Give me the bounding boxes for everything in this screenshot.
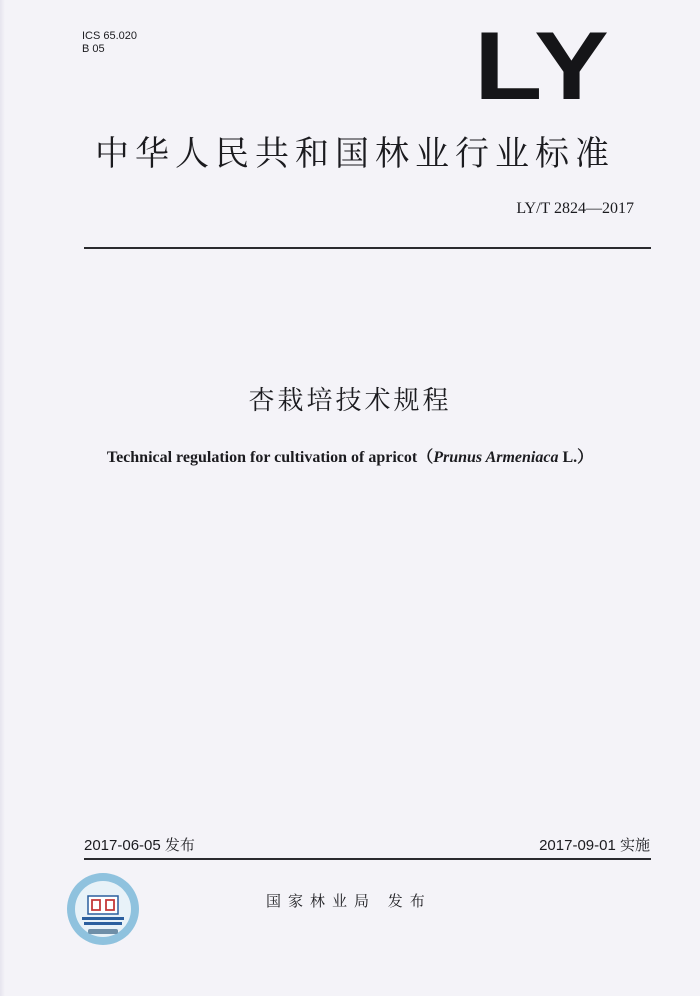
main-title: 杏栽培技术规程 xyxy=(248,386,452,416)
ccs-code: B 05 xyxy=(82,43,105,55)
bottom-divider xyxy=(84,858,651,860)
ly-logo: LY xyxy=(474,11,611,120)
issue-date: 2017-06-05 发布 xyxy=(84,837,195,854)
implementation-date: 2017-09-01 实施 xyxy=(539,837,650,854)
english-title-latin: Prunus Armeniaca xyxy=(433,449,559,466)
category-title: 中华人民共和国林业行业标准 xyxy=(95,134,615,174)
seal-text-band-1 xyxy=(82,917,124,920)
seal-text-band-2 xyxy=(84,922,122,925)
page-edge xyxy=(0,0,5,996)
classification-codes xyxy=(82,30,137,56)
seal-scratch-panel xyxy=(88,929,118,934)
english-title-prefix: Technical regulation for cultivation of apricot（ xyxy=(106,449,434,466)
standard-number: LY/T 2824—2017 xyxy=(516,200,634,217)
anti-counterfeit-seal xyxy=(66,872,140,946)
english-title-suffix: L.） xyxy=(558,449,594,466)
english-title xyxy=(0,444,700,467)
publisher: 国家林业局 发布 xyxy=(266,892,432,910)
top-divider xyxy=(84,247,651,249)
ics-code: ICS 65.020 xyxy=(82,30,138,42)
